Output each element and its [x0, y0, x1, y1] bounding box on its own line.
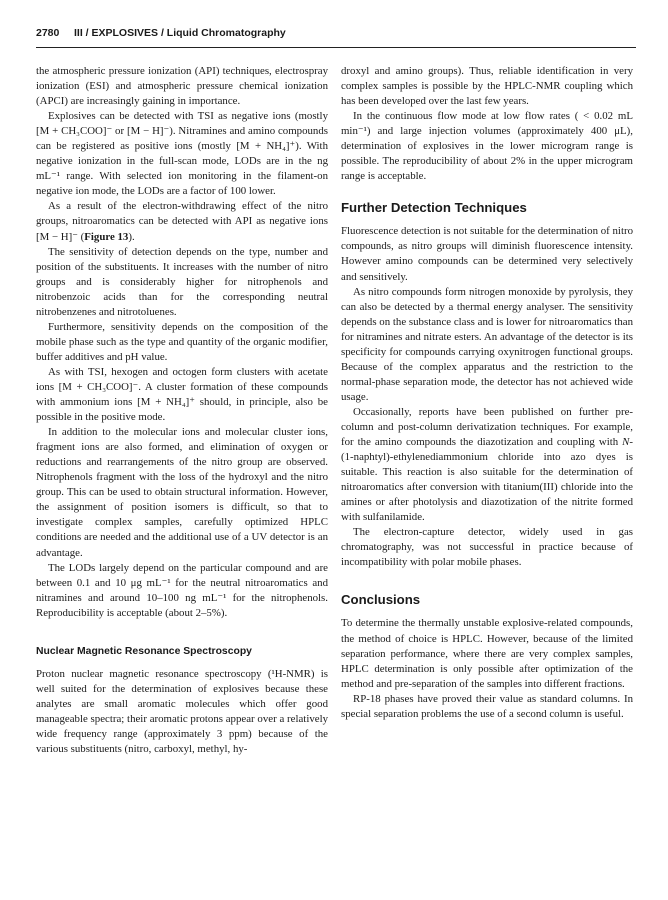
figure-link[interactable]: Figure 13 [84, 230, 129, 243]
paragraph-text: As a result of the electron-withdrawing effect of the nitro groups, nitroaromatics can be detected with API as negative ions [M − H]⁻ ( [36, 200, 328, 243]
right-column [341, 64, 633, 722]
running-title: III / EXPLOSIVES / Liquid Chromatography [74, 27, 286, 39]
paragraph: To determine the thermally unstable explosive-related compounds, the method of choice is HPLC. However, because of the limited separation performance, where there are very complex samples, HPLC determination is only possible after optimization of the method and pre-separation of the samples into different fractions. [341, 617, 633, 690]
paragraph: Explosives can be detected with TSI as negative ions (mostly [M + CH₃COO]⁻ or [M − H]⁻). Nitramines and amino compounds can be registered as positive ions (mostly [M + NH₄]⁺). With negative ionization in the full-scan mode, LODs are in the ng mL⁻¹ range. With selected ion monitoring in the filament-on negative ion mode, the LODs are a factor of 100 lower. [36, 110, 328, 198]
section-heading-further-detection: Further Detection Techniques [341, 200, 527, 216]
paragraph-text-italic: N [622, 436, 630, 449]
paragraph: Fluorescence detection is not suitable for the determination of nitro compounds, as nitro groups will diminish fluorescence intensity. However amino compounds can be determined very selectively and sensitively. [341, 225, 633, 283]
paragraph [341, 405, 633, 525]
paragraph [36, 199, 328, 244]
paragraph: Furthermore, sensitivity depends on the composition of the mobile phase such as the type and quantity of the organic modifier, buffer additives and pH value. [36, 320, 328, 363]
paragraph: As nitro compounds form nitrogen monoxide by pyrolysis, they can also be detected by a thermal energy analyser. The sensitivity depends on the substance class and is lower for nitroaromatics than for nitramines and nitrate esters. An advantage of the detector is its specificity for compounds carrying oxynitrogen functional groups. Because of the complex apparatus and the restriction to the normal-phase separation mode, the detector has not achieved wide usage. [341, 285, 633, 403]
paragraph: the atmospheric pressure ionization (API) techniques, electrospray ionization (ESI) and atmospheric pressure chemical ionization (APCI) are increasingly gaining in importance. [36, 65, 328, 108]
paragraph: In addition to the molecular ions and molecular cluster ions, fragment ions are also formed, and elimination of oxygen or reductions and rearrangements of the nitro group are observed. Nitrophenols fragment with the loss of the hydroxyl and the nitro group. This can be used to obtain structural information. However, the assignment of position isomers is difficult, so that to investigate complex samples, carefully optimized HPLC conditions are needed and the additional use of a UV detector is an advantage. [36, 426, 328, 559]
paragraph: The electron-capture detector, widely used in gas chromatography, was not successful in practice because of incompatibility with polar mobile phases. [341, 526, 633, 569]
paragraph: Proton nuclear magnetic resonance spectroscopy (¹H-NMR) is well suited for the determination of explosives because these analytes are small aromatic molecules which offer good manageable spectra; their aromatic protons appear over a relatively wide frequency range (approximately 3 ppm) because of the various substituents (nitro, carboxyl, methyl, hy- [36, 667, 328, 755]
paragraph: RP-18 phases have proved their value as standard columns. In special separation problems the use of a second column is useful. [341, 692, 633, 720]
running-head [36, 25, 636, 48]
paragraph: The sensitivity of detection depends on the type, number and position of the substituents. It increases with the number of nitro groups and is considerably higher for nitrophenols and nitrobenzoic acids than for the corresponding neutral nitrobenzenes and nitrotoluenes. [36, 245, 328, 318]
paragraph-text: Occasionally, reports have been published on further pre-column and post-column derivatization techniques. For example, for the amino compounds the diazotization and coupling with [341, 405, 633, 449]
paragraph: droxyl and amino groups). Thus, reliable identification in very complex samples is possible by the HPLC-NMR coupling which has been developed over the last few years. [341, 65, 633, 108]
section-heading-conclusions: Conclusions [341, 592, 421, 608]
paragraph-text: -(1-naphtyl)-ethylenediammonium chloride into azo dyes is suitable. This reaction is also suitable for the determination of nitroaromatics after conversion with titanium(III) chloride into the amines or after photolysis and diazotization of the nitrite formed with sulfanilamide. [341, 436, 633, 524]
page-number: 2780 [36, 27, 60, 39]
subsection-heading-nmr: Nuclear Magnetic Resonance Spectroscopy [36, 645, 252, 657]
paragraph: As with TSI, hexogen and octogen form clusters with acetate ions [M + CH₃COO]⁻. A cluster formation of these compounds with ammonium ions [M + NH₄]⁺ should, in principle, also be possible in the positive mode. [36, 365, 328, 424]
paragraph: In the continuous flow mode at low flow rates ( < 0.02 mL min⁻¹) and large injection volumes (approximately 400 μL), determination of explosives in the lower microgram range is possible. The reproducibility of about 2% in the upper microgram range is acceptable. [341, 110, 633, 183]
paragraph-text: ). [128, 230, 135, 243]
left-column [36, 64, 328, 757]
paragraph: The LODs largely depend on the particular compound and are between 0.1 and 10 μg mL⁻¹ for the neutral nitroaromatics and nitramines and around 10–100 ng mL⁻¹ for the nitrophenols. Reproducibility is acceptable (about 2–5%). [36, 561, 328, 619]
